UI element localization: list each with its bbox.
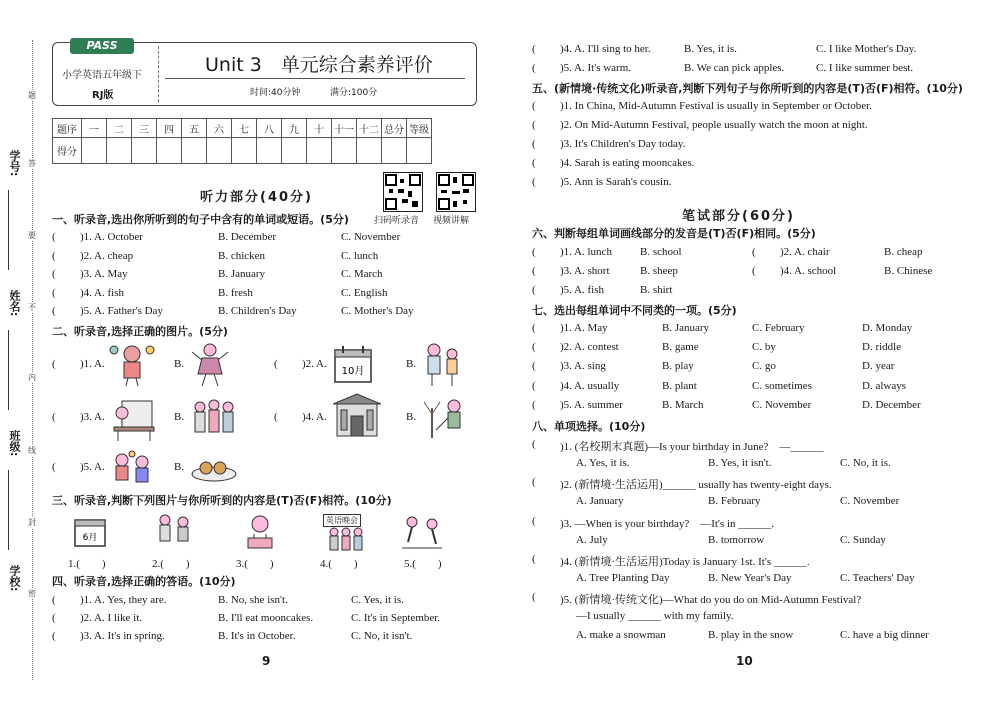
option-a[interactable]: )5. A. It's warm. (560, 62, 632, 74)
option-a[interactable]: )3. A. May (80, 268, 128, 280)
score-cell[interactable] (282, 138, 307, 164)
question-text: )5. (新情境·传统文化)—What do you do on Mid-Autumn Festival? (560, 594, 862, 606)
seal-dotted-line (32, 40, 33, 680)
option-c[interactable]: C. November (752, 399, 812, 411)
option-b[interactable]: B. No, she isn't. (218, 594, 288, 606)
table-header-cell: 六 (207, 119, 232, 138)
option-c[interactable]: C. I like Mother's Day. (816, 43, 917, 55)
mooncake-plate-picture[interactable] (190, 452, 238, 484)
statement: )2. On Mid-Autumn Festival, people usually watch the moon at night. (560, 119, 868, 131)
blank-line (8, 190, 9, 270)
option-a[interactable]: )1. A. May (560, 322, 608, 334)
option-b[interactable]: B. Children's Day (218, 305, 297, 317)
option-a[interactable]: A. Yes, it is. (576, 457, 630, 469)
table-header-cell: 等级 (407, 119, 432, 138)
answer-blank[interactable]: 2.( ) (152, 558, 190, 570)
option-c[interactable]: C. Mother's Day (341, 305, 414, 317)
option-b[interactable]: B. (174, 358, 185, 370)
seal-char: 线 (28, 446, 36, 455)
table-header-cell: 八 (257, 119, 282, 138)
kids-running-picture[interactable] (398, 512, 446, 552)
option-b[interactable]: B. February (708, 495, 761, 507)
question-continuation: —I usually ______ with my family. (576, 610, 734, 622)
option-a[interactable]: )4. A. fish (80, 287, 124, 299)
option-c[interactable]: C. November (840, 495, 900, 507)
seal-char: 要 (28, 231, 36, 240)
table-header-cell: 总分 (382, 119, 407, 138)
option-c[interactable]: C. lunch (341, 250, 379, 262)
score-cell[interactable] (107, 138, 132, 164)
option-b[interactable]: B. I'll eat mooncakes. (218, 612, 314, 624)
option-b[interactable]: B. It's in October. (218, 630, 296, 642)
option-d[interactable]: D. year (862, 360, 895, 372)
qr-code-icon[interactable] (436, 172, 476, 212)
option-c[interactable]: C. No, it is. (840, 457, 891, 469)
section-2-title: 二、听录音,选择正确的图片。(5分) (52, 325, 228, 338)
blank-line (8, 330, 9, 410)
option-a[interactable]: )3. A. It's in spring. (80, 630, 165, 642)
option-b[interactable]: B. January (218, 268, 266, 280)
option-c[interactable]: C. February (752, 322, 805, 334)
score-label: 满分:100分 (330, 88, 378, 98)
score-cell[interactable] (257, 138, 282, 164)
statement: )3. It's Children's Day today. (560, 138, 686, 150)
option-c[interactable]: C. It's in September. (351, 612, 441, 624)
qr-code-icon[interactable] (383, 172, 423, 212)
option-b[interactable]: B. play in the snow (708, 629, 794, 641)
edition-label: RJ版 (92, 90, 114, 101)
section-5-title: 五、(新情境·传统文化)听录音,判断下列句子与你所听到的内容是(T)否(F)相符。(10分) (532, 82, 963, 95)
option-b[interactable]: B. (406, 411, 417, 423)
table-header-cell: 二 (107, 119, 132, 138)
table-header-cell: 题序 (53, 119, 82, 138)
student-number-label: 学号: (8, 150, 21, 177)
section-1-title: 一、听录音,选出你所听到的句子中含有的单词或短语。(5分) (52, 213, 349, 226)
table-header-cell: 一 (82, 119, 107, 138)
option-a[interactable]: )2. A. chair (780, 246, 830, 258)
calendar-label: 10月 (341, 366, 365, 377)
question-number: )1. A. (80, 358, 105, 370)
question-text: )4. (新情境·生活运用)Today is January 1st. It's ______. (560, 556, 810, 568)
option-b[interactable]: B. (406, 358, 417, 370)
option-b[interactable]: B. school (640, 246, 682, 258)
option-b[interactable]: B. cheap (884, 246, 923, 258)
table-header-cell: 十一 (332, 119, 357, 138)
option-a[interactable]: A. make a snowman (576, 629, 666, 641)
blank-line (8, 470, 9, 550)
score-cell[interactable] (307, 138, 332, 164)
question-number: )3. A. (80, 411, 105, 423)
page-number-right: 10 (736, 654, 753, 668)
party-people-picture[interactable] (324, 526, 368, 554)
option-b[interactable]: B. shirt (640, 284, 673, 296)
option-a[interactable]: )2. A. contest (560, 341, 619, 353)
option-b[interactable]: B. chicken (218, 250, 266, 262)
header-divider (158, 46, 159, 102)
calendar-october-picture[interactable] (333, 344, 373, 384)
grade-label: 小学英语五年级下 (62, 70, 142, 81)
score-table (52, 118, 432, 164)
family-group-picture[interactable] (190, 395, 238, 443)
section-3-title: 三、听录音,判断下列图片与你所听到的内容是(T)否(F)相符。(10分) (52, 494, 392, 507)
name-label: 姓名: (8, 290, 21, 317)
binding-margin (0, 0, 46, 707)
score-cell[interactable] (332, 138, 357, 164)
option-a[interactable]: )1. A. Yes, they are. (80, 594, 167, 606)
kids-dancing-picture[interactable] (153, 512, 197, 552)
option-b[interactable]: B. March (662, 399, 704, 411)
answer-blank[interactable]: 1.( ) (68, 558, 106, 570)
pass-logo: PASS (70, 38, 134, 54)
score-cell[interactable] (357, 138, 382, 164)
school-label: 学校: (8, 565, 21, 592)
section-8-title: 八、单项选择。(10分) (532, 420, 646, 433)
score-cell[interactable] (207, 138, 232, 164)
option-a[interactable]: )4. A. school (780, 265, 837, 277)
page-number-left: 9 (262, 654, 271, 668)
option-a[interactable]: )5. A. fish (560, 284, 604, 296)
option-d[interactable]: D. December (862, 399, 921, 411)
calendar-label: 6月 (82, 533, 98, 543)
question-text: )1. (名校期末真题)—Is your birthday in June? —______ (560, 441, 824, 453)
option-b[interactable]: B. sheep (640, 265, 678, 277)
title-underline (165, 78, 465, 79)
option-a[interactable]: A. January (576, 495, 624, 507)
seal-char: 答 (28, 159, 36, 168)
english-party-banner: 英语晚会 (323, 514, 361, 527)
score-cell[interactable] (132, 138, 157, 164)
girl-with-cake-picture[interactable] (238, 512, 282, 552)
option-c[interactable]: C. have a big dinner (840, 629, 929, 641)
question-number: )2. A. (302, 358, 327, 370)
table-header-cell: 十二 (357, 119, 382, 138)
option-b[interactable]: B. tomorrow (708, 534, 765, 546)
building-gate-picture[interactable] (333, 392, 381, 440)
dancing-girl-picture[interactable] (190, 340, 230, 388)
option-b[interactable]: B. play (662, 360, 694, 372)
option-a[interactable]: )4. A. usually (560, 380, 620, 392)
option-c[interactable]: C. Teachers' Day (840, 572, 915, 584)
score-cell[interactable] (182, 138, 207, 164)
table-header-cell: 七 (232, 119, 257, 138)
children-playing-picture[interactable] (108, 450, 156, 490)
seal-char: 密 (28, 589, 36, 598)
answer-blank[interactable]: 4.( ) (320, 558, 358, 570)
option-b[interactable]: B. (174, 461, 185, 473)
question-text: )3. —When is your birthday? —It's in ______. (560, 518, 775, 530)
option-c[interactable]: C. go (752, 360, 776, 372)
table-header-cell: 三 (132, 119, 157, 138)
option-c[interactable]: C. Yes, it is. (351, 594, 404, 606)
answer-blank[interactable]: 5.( ) (404, 558, 442, 570)
score-cell[interactable] (232, 138, 257, 164)
option-a[interactable]: )3. A. sing (560, 360, 606, 372)
option-b[interactable]: B. game (662, 341, 699, 353)
option-c[interactable]: C. by (752, 341, 776, 353)
answer-blank[interactable]: 3.( ) (236, 558, 274, 570)
class-label: 班级: (8, 430, 21, 457)
seal-char: 封 (28, 518, 36, 527)
option-a[interactable]: )4. A. I'll sing to her. (560, 43, 651, 55)
boy-at-desk-picture[interactable] (108, 395, 156, 443)
listening-section-title: 听力部分(40分) (200, 190, 313, 205)
option-a[interactable]: )1. A. lunch (560, 246, 612, 258)
seal-char: 题 (28, 91, 36, 100)
option-b[interactable]: B. plant (662, 380, 697, 392)
option-a[interactable]: )1. A. October (80, 231, 143, 243)
question-text: )2. (新情境·生活运用)______ usually has twenty-eight days. (560, 479, 832, 491)
section-4-title: 四、听录音,选择正确的答语。(10分) (52, 575, 236, 588)
planting-tree-picture[interactable] (420, 392, 468, 440)
score-cell[interactable] (82, 138, 107, 164)
option-c[interactable]: C. No, it isn't. (351, 630, 413, 642)
option-a[interactable]: A. July (576, 534, 608, 546)
question-number: )5. A. (80, 461, 105, 473)
option-c[interactable]: C. English (341, 287, 388, 299)
option-a[interactable]: A. Tree Planting Day (576, 572, 670, 584)
option-b[interactable]: B. New Year's Day (708, 572, 792, 584)
table-header-cell: 九 (282, 119, 307, 138)
option-c[interactable]: C. Sunday (840, 534, 886, 546)
option-b[interactable]: B. Chinese (884, 265, 933, 277)
score-cell[interactable] (407, 138, 432, 164)
option-d[interactable]: D. Monday (862, 322, 913, 334)
option-c[interactable]: C. November (341, 231, 401, 243)
option-a[interactable]: )5. A. summer (560, 399, 623, 411)
option-a[interactable]: )5. A. Father's Day (80, 305, 163, 317)
option-d[interactable]: D. riddle (862, 341, 902, 353)
statement: )5. Ann is Sarah's cousin. (560, 176, 672, 188)
family-picture[interactable] (420, 340, 464, 388)
option-c[interactable]: C. I like summer best. (816, 62, 914, 74)
option-b[interactable]: B. Yes, it isn't. (708, 457, 772, 469)
option-c[interactable]: C. sometimes (752, 380, 812, 392)
written-section-title: 笔试部分(60分) (682, 209, 795, 224)
table-row-label: 得分 (53, 138, 82, 164)
time-label: 时间:40分钟 (250, 88, 301, 98)
option-b[interactable]: B. Yes, it is. (684, 43, 737, 55)
page-title: Unit 3 单元综合素养评价 (205, 54, 433, 76)
qr-caption: 扫码听录音 (374, 216, 420, 226)
calendar-june-picture[interactable] (73, 514, 107, 548)
table-header-cell: 四 (157, 119, 182, 138)
option-b[interactable]: B. December (218, 231, 277, 243)
question-number: )4. A. (302, 411, 327, 423)
score-cell[interactable] (382, 138, 407, 164)
option-a[interactable]: )2. A. cheap (80, 250, 134, 262)
option-d[interactable]: D. always (862, 380, 906, 392)
statement: )1. In China, Mid-Autumn Festival is usually in September or October. (560, 100, 872, 112)
option-c[interactable]: C. March (341, 268, 383, 280)
section-7-title: 七、选出每组单词中不同类的一项。(5分) (532, 304, 737, 317)
qr-caption: 视频讲解 (433, 216, 470, 226)
seal-char: 不 (28, 303, 36, 312)
option-b[interactable]: B. We can pick apples. (684, 62, 785, 74)
option-a[interactable]: )2. A. I like it. (80, 612, 143, 624)
option-b[interactable]: B. fresh (218, 287, 253, 299)
score-cell[interactable] (157, 138, 182, 164)
option-a[interactable]: )3. A. short (560, 265, 610, 277)
table-header-cell: 十 (307, 119, 332, 138)
option-b[interactable]: B. (174, 411, 185, 423)
seal-char: 内 (28, 373, 36, 382)
girl-with-balloons-picture[interactable] (108, 340, 156, 388)
table-header-cell: 五 (182, 119, 207, 138)
option-b[interactable]: B. January (662, 322, 710, 334)
statement: )4. Sarah is eating mooncakes. (560, 157, 695, 169)
section-6-title: 六、判断每组单词画线部分的发音是(T)否(F)相同。(5分) (532, 227, 816, 240)
